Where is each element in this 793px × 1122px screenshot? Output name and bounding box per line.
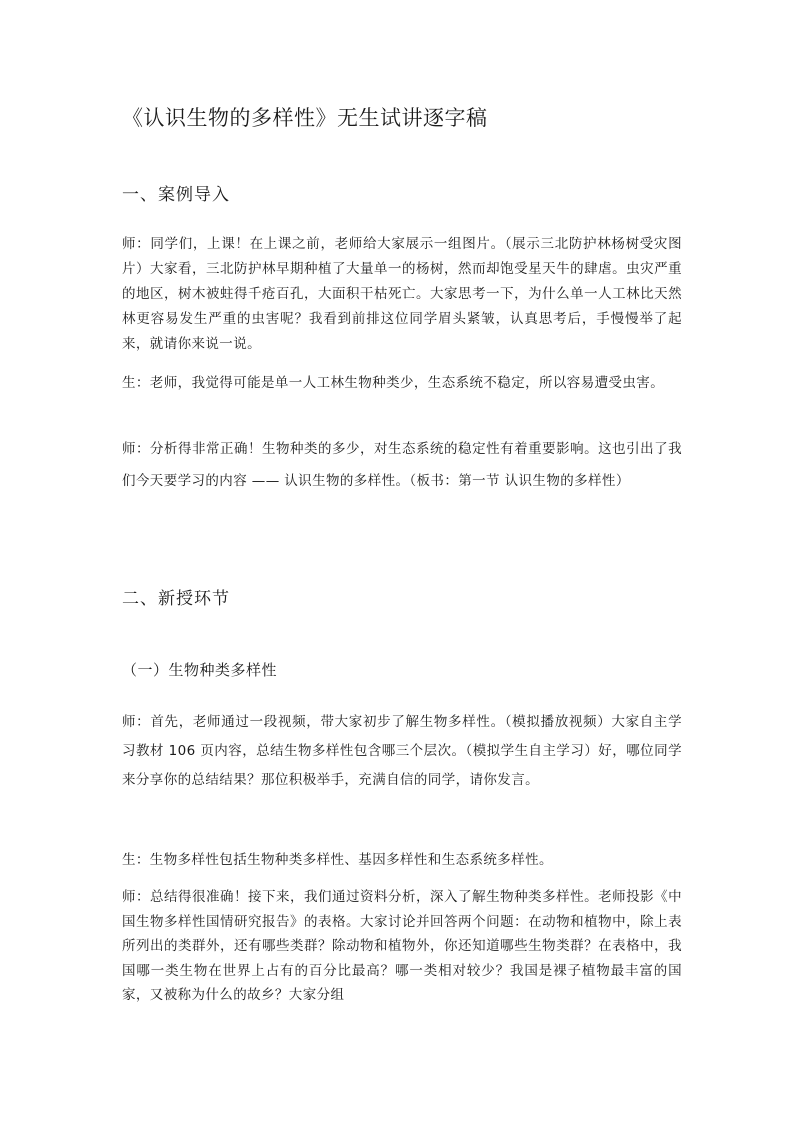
- paragraph-student-answer-1: 生：老师，我觉得可能是单一人工林生物种类少，生态系统不稳定，所以容易遭受虫害。: [122, 375, 665, 391]
- document-title: 《认识生物的多样性》无生试讲逐字稿: [122, 106, 488, 130]
- paragraph-teacher-response-1: 师：分析得非常正确！生物种类的多少，对生态系统的稳定性有着重要影响。这也引出了我们今天要学习的内容 —— 认识生物的多样性。（板书：第一节 认识生物的多样性）: [122, 441, 682, 489]
- paragraph-student-answer-2: 生：生物多样性包括生物种类多样性、基因多样性和生态系统多样性。: [122, 852, 553, 868]
- paragraph-teacher-video: 师：首先，老师通过一段视频，带大家初步了解生物多样性。（模拟播放视频）大家自主学习教材 106 页内容，总结生物多样性包含哪三个层次。（模拟学生自主学习）好，哪位同学来分享你的总结结果？那位积极举手，充满自信的同学，请你发言。: [122, 714, 682, 788]
- subsection-heading-species-diversity: （一）生物种类多样性: [122, 661, 278, 679]
- paragraph-teacher-data-analysis: 师：总结得很准确！接下来，我们通过资料分析，深入了解生物种类多样性。老师投影《中国生物多样性国情研究报告》的表格。大家讨论并回答两个问题：在动物和植物中，除上表所列出的类群外，还有哪些类群？除动物和植物外，你还知道哪些生物类群？在表格中，我国哪一类生物在世界上占有的百分比最高？哪一类相对较少？我国是裸子植物最丰富的国家，又被称为什么的故乡？大家分组: [122, 889, 682, 1003]
- section-heading-case-intro: 一、案例导入: [122, 185, 230, 205]
- paragraph-teacher-intro: 师：同学们，上课！在上课之前，老师给大家展示一组图片。（展示三北防护林杨树受灾图片）大家看，三北防护林早期种植了大量单一的杨树，然而却饱受星天牛的肆虐。虫灾严重的地区，树木被蛀得千疮百孔，大面积干枯死亡。大家思考一下，为什么单一人工林比天然林更容易发生严重的虫害呢？我看到前排这位同学眉头紧皱，认真思考后，手慢慢举了起来，就请你来说一说。: [122, 236, 682, 352]
- section-heading-new-lesson: 二、新授环节: [122, 589, 230, 609]
